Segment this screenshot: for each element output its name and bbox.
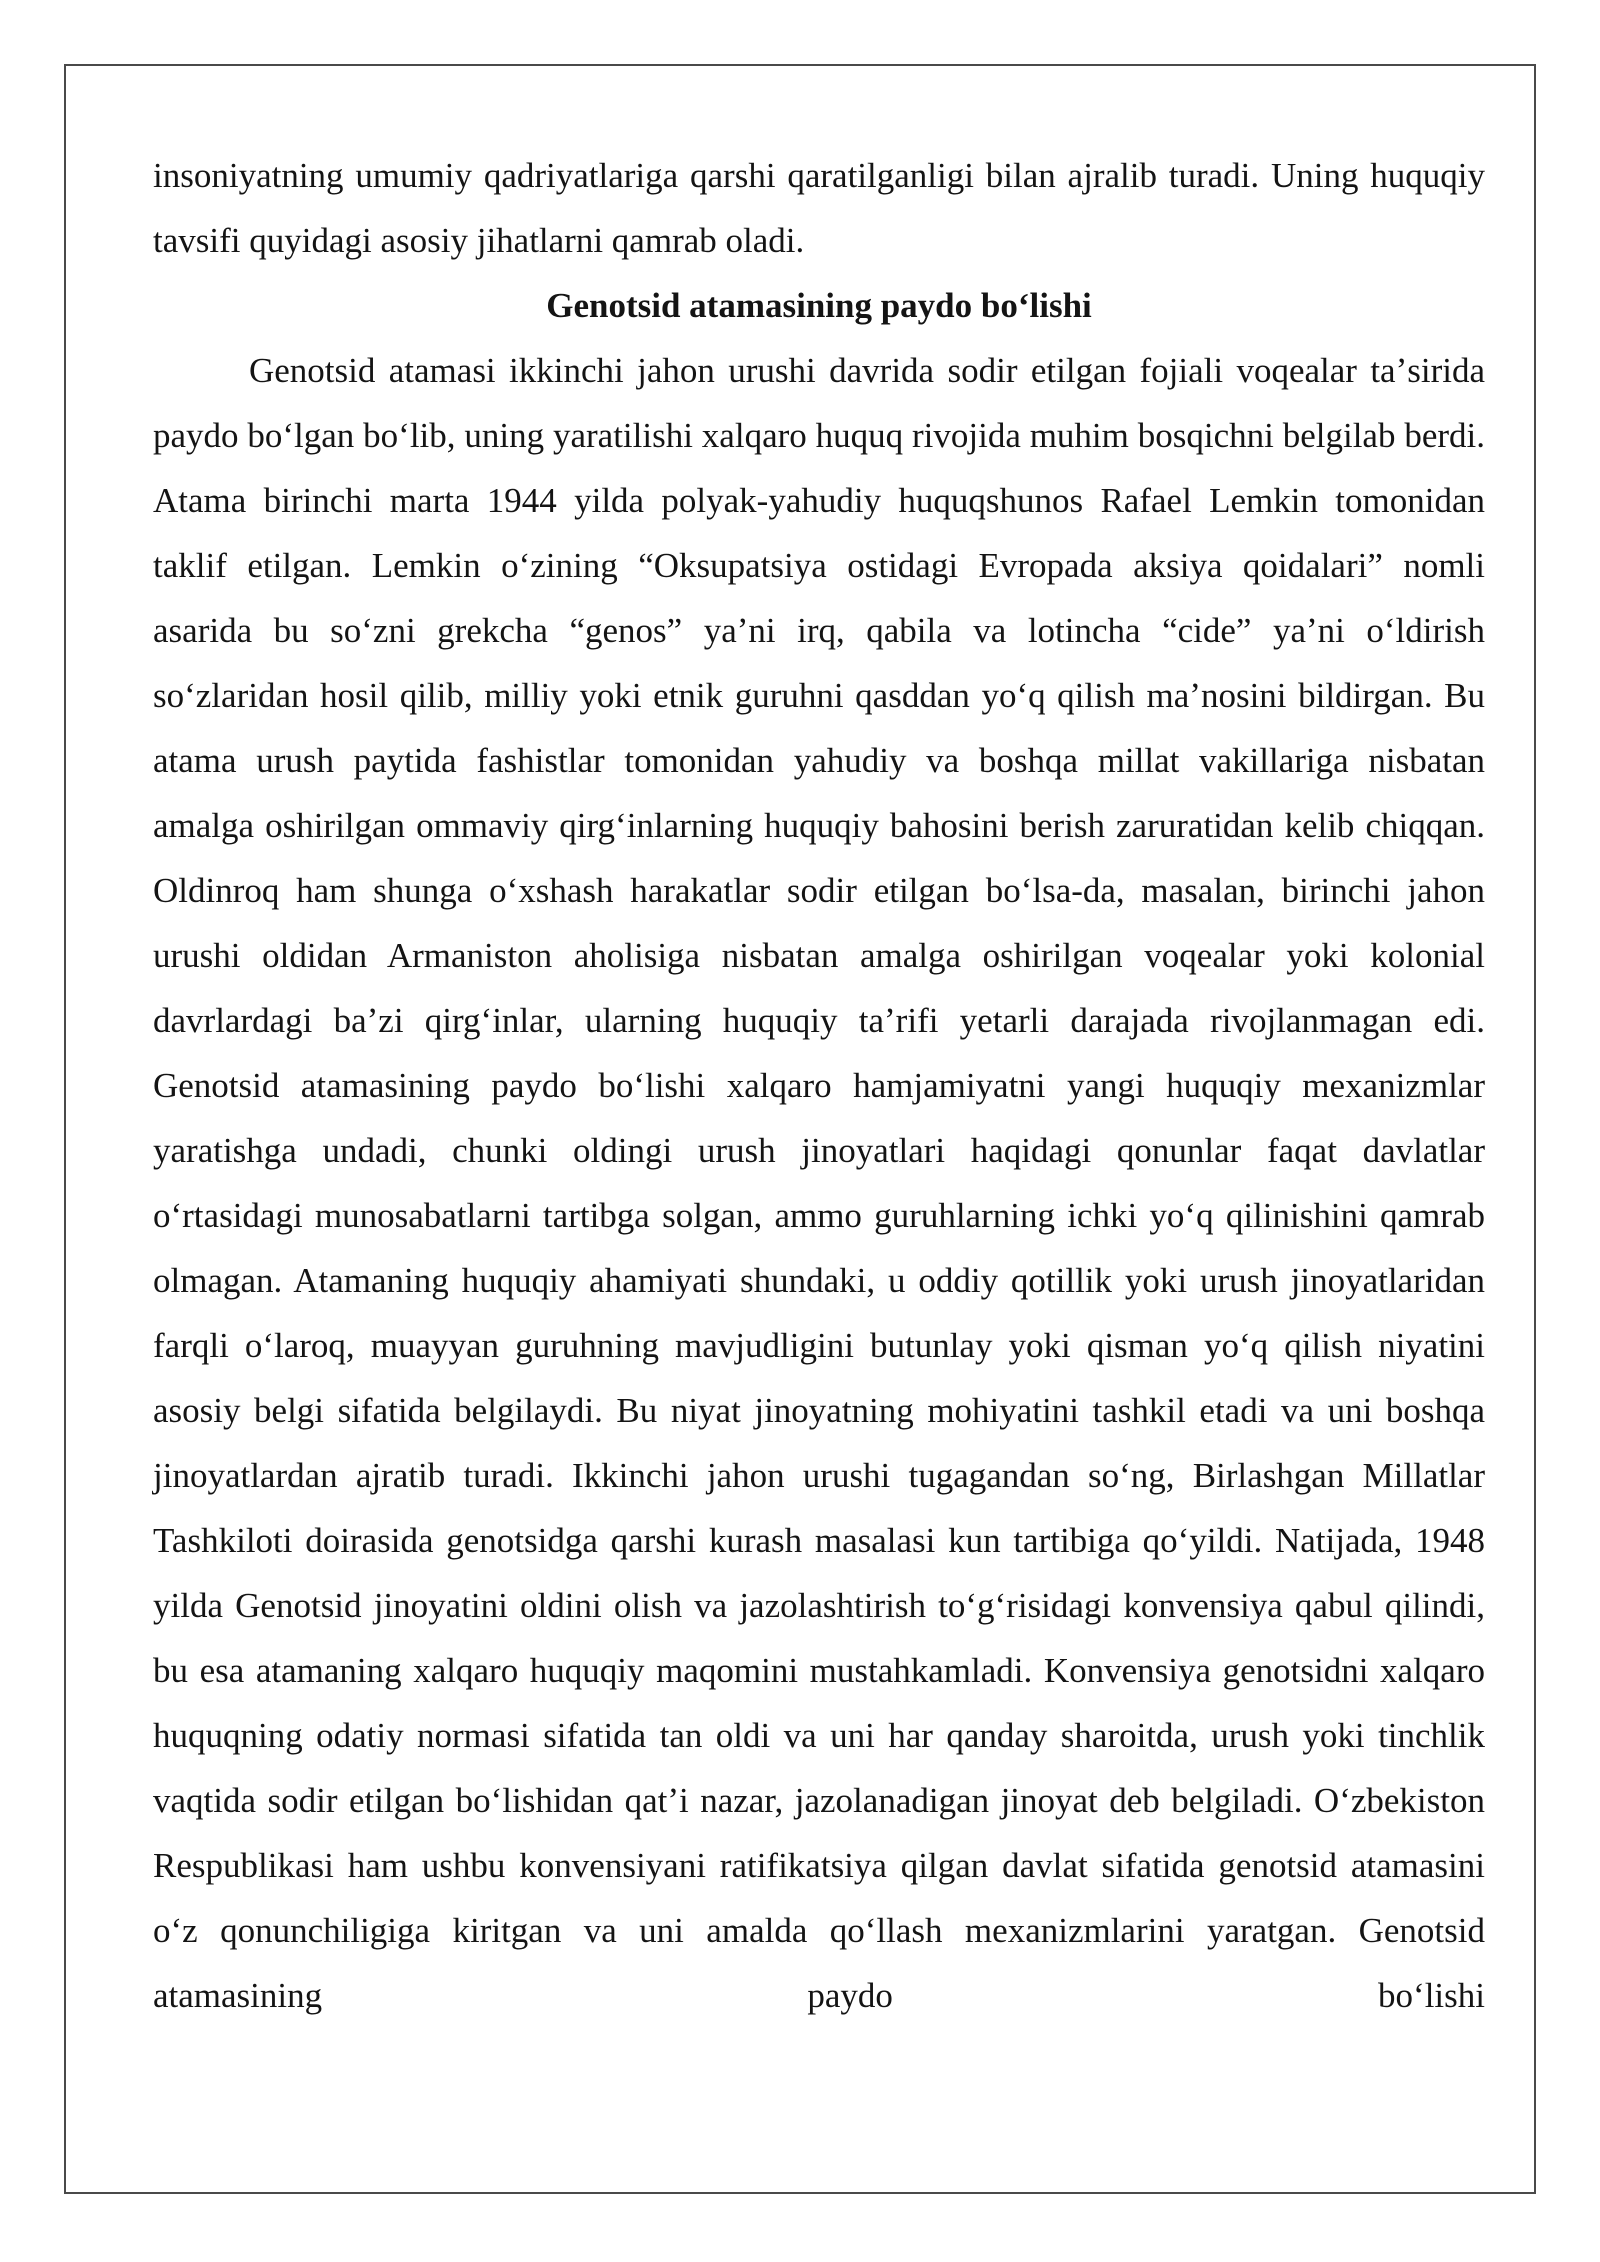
- document-body: [153, 143, 1485, 2028]
- main-paragraph: Genotsid atamasi ikkinchi jahon urushi davrida sodir etilgan fojiali voqealar taʼsirida paydo boʻlgan boʻlib, uning yaratilishi xalqaro huquq rivojida muhim bosqichni belgilab berdi. Atama birinchi marta 1944 yilda polyak-yahudiy huquqshunos Rafael Lemkin tomonidan taklif etilgan. Lemkin oʻzining “Oksupatsiya ostidagi Evropada aksiya qoidalari” nomli asarida bu soʻzni grekcha “genos” yaʼni irq, qabila va lotincha “cide” yaʼni oʻldirish soʻzlaridan hosil qilib, milliy yoki etnik guruhni qasddan yoʻq qilish maʼnosini bildirgan. Bu atama urush paytida fashistlar tomonidan yahudiy va boshqa millat vakillariga nisbatan amalga oshirilgan ommaviy qirgʻinlarning huquqiy bahosini berish zaruratidan kelib chiqqan. Oldinroq ham shunga oʻxshash harakatlar sodir etilgan boʻlsa-da, masalan, birinchi jahon urushi oldidan Armaniston aholisiga nisbatan amalga oshirilgan voqealar yoki kolonial davrlardagi baʼzi qirgʻinlar, ularning huquqiy taʼrifi yetarli darajada rivojlanmagan edi. Genotsid atamasining paydo boʻlishi xalqaro hamjamiyatni yangi huquqiy mexanizmlar yaratishga undadi, chunki oldingi urush jinoyatlari haqidagi qonunlar faqat davlatlar oʻrtasidagi munosabatlarni tartibga solgan, ammo guruhlarning ichki yoʻq qilinishini qamrab olmagan. Atamaning huquqiy ahamiyati shundaki, u oddiy qotillik yoki urush jinoyatlaridan farqli oʻlaroq, muayyan guruhning mavjudligini butunlay yoki qisman yoʻq qilish niyatini asosiy belgi sifatida belgilaydi. Bu niyat jinoyatning mohiyatini tashkil etadi va uni boshqa jinoyatlardan ajratib turadi. Ikkinchi jahon urushi tugagandan soʻng, Birlashgan Millatlar Tashkiloti doirasida genotsidga qarshi kurash masalasi kun tartibiga qoʻyildi. Natijada, 1948 yilda Genotsid jinoyatini oldini olish va jazolashtirish toʻgʻrisidagi konvensiya qabul qilindi, bu esa atamaning xalqaro huquqiy maqomini mustahkamladi. Konvensiya genotsidni xalqaro huquqning odatiy normasi sifatida tan oldi va uni har qanday sharoitda, urush yoki tinchlik vaqtida sodir etilgan boʻlishidan qatʼi nazar, jazolanadigan jinoyat deb belgiladi. Oʻzbekiston Respublikasi ham ushbu konvensiyani ratifikatsiya qilgan davlat sifatida genotsid atamasini oʻz qonunchiligiga kiritgan va uni amalda qoʻllash mexanizmlarini yaratgan. Genotsid atamasining paydo boʻlishi: [153, 351, 1485, 2015]
- intro-paragraph: insoniyatning umumiy qadriyatlariga qarshi qaratilganligi bilan ajralib turadi. Uning huquqiy tavsifi quyidagi asosiy jihatlarni qamrab oladi.: [153, 156, 1485, 260]
- section-heading: Genotsid atamasining paydo boʻlishi: [546, 286, 1092, 325]
